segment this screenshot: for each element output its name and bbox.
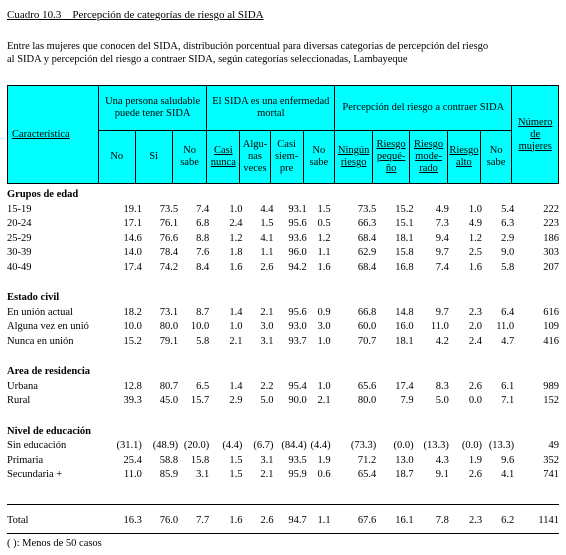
table-cell: 5.4: [501, 203, 515, 215]
table-row: [7, 454, 559, 469]
table-cell: 2.9: [501, 232, 515, 244]
table-cell: 65.6: [357, 380, 377, 392]
table-cell: 6.1: [501, 380, 515, 392]
table-cell: 68.4: [357, 232, 377, 244]
table-cell: 2.6: [468, 380, 483, 392]
table-cell: 0.9: [317, 306, 331, 318]
bottom-rule: [7, 533, 559, 534]
table-cell: 18.1: [395, 335, 414, 347]
table-cell: 1.5: [229, 469, 243, 480]
table-cell: (13.3): [488, 440, 515, 451]
table-cell: 2.4: [229, 218, 243, 229]
row-label: Urbana: [7, 380, 38, 392]
table-cell: 2.6: [260, 515, 274, 526]
table-cell: 11.0: [430, 321, 449, 332]
table-cell: 5.0: [435, 395, 449, 406]
table-cell: 18.2: [123, 306, 142, 318]
table-cell: 1.9: [317, 454, 331, 466]
table-cell: 16.8: [395, 261, 414, 273]
table-cell: 95.9: [288, 469, 307, 480]
table-cell: 5.0: [260, 395, 274, 406]
table-cell: 15.1: [395, 218, 414, 229]
table-cell: 1.4: [229, 380, 243, 392]
table-cell: 6.8: [196, 218, 210, 229]
row-label: Total: [7, 515, 29, 526]
table-header: [7, 85, 559, 184]
table-cell: 303: [543, 247, 559, 258]
table-cell: 60.0: [357, 321, 377, 332]
table-cell: 7.8: [435, 515, 449, 526]
table-cell: 3.0: [317, 321, 331, 332]
col-header: Casi nunca: [207, 131, 240, 184]
table-cell: (4.4): [222, 440, 243, 451]
table-cell: 1.0: [229, 321, 243, 332]
table-cell: 7.3: [435, 218, 449, 229]
table-cell: 39.3: [123, 395, 142, 406]
table-cell: 2.3: [468, 306, 483, 318]
row-label: 25-29: [7, 232, 32, 244]
table-cell: (31.1): [116, 440, 142, 451]
table-cell: (0.0): [461, 440, 483, 451]
table-cell: 7.9: [400, 395, 414, 406]
description-line: Entre las mujeres que conocen del SIDA, distribución porcentual para diversas categorías de percepción del riesgo: [7, 41, 489, 52]
table-cell: 1.0: [317, 335, 331, 347]
total-row: [7, 514, 559, 529]
group-header-mortal: El SIDA es una enfermedad mortal: [207, 86, 335, 131]
table-cell: 17.4: [123, 261, 142, 273]
table-cell: 1.9: [468, 454, 483, 466]
table-cell: 80.7: [159, 380, 179, 392]
table-cell: 1.6: [468, 261, 483, 273]
row-label: Primaria: [7, 454, 44, 466]
table-cell: 2.6: [468, 469, 483, 480]
table-cell: 62.9: [357, 247, 377, 258]
group-header-risk: Percepción del riesgo a contraer SIDA: [335, 86, 512, 131]
table-description: [7, 40, 557, 66]
table-cell: 65.4: [357, 469, 377, 480]
row-label: Alguna vez en unió: [7, 321, 89, 332]
table-row: [7, 439, 559, 454]
table-cell: 2.1: [317, 395, 331, 406]
table-cell: 11.0: [123, 469, 142, 480]
table-row: [7, 203, 559, 218]
table-cell: 74.2: [159, 261, 179, 273]
table-cell: 4.2: [435, 335, 449, 347]
table-cell: 2.0: [468, 321, 483, 332]
table-cell: 8.7: [196, 306, 210, 318]
table-cell: 416: [543, 335, 559, 347]
section-title: Grupos de edad: [7, 189, 79, 200]
table-cell: 16.1: [395, 515, 414, 526]
table-cell: 6.2: [501, 515, 515, 526]
table-cell: 14.6: [123, 232, 142, 244]
col-header: Riesgo pequé- ño: [373, 131, 410, 184]
table-cell: 73.5: [159, 203, 179, 215]
table-cell: 0.0: [468, 395, 483, 406]
table-cell: 2.3: [468, 515, 483, 526]
total-table: [7, 514, 559, 529]
table-cell: 1.0: [468, 203, 483, 215]
table-cell: 58.8: [159, 454, 179, 466]
table-cell: 1.1: [260, 247, 274, 258]
table-cell: (6.7): [253, 440, 274, 451]
group-header-healthy: Una persona saludable puede tener SIDA: [98, 86, 207, 131]
row-label: Rural: [7, 395, 31, 406]
table-cell: 49: [548, 440, 559, 451]
table-cell: 76.0: [159, 515, 179, 526]
section-header-row: [7, 291, 559, 306]
table-cell: 3.1: [260, 335, 274, 347]
row-label: 40-49: [7, 261, 32, 273]
table-cell: 1.4: [229, 306, 243, 318]
table-cell: 10.0: [123, 321, 142, 332]
col-header: Si: [135, 131, 172, 184]
table-cell: 2.1: [229, 335, 243, 347]
table-cell: 79.1: [159, 335, 179, 347]
table-cell: 1.2: [317, 232, 331, 244]
table-row: [7, 380, 559, 395]
table-cell: 6.4: [501, 306, 515, 318]
table-cell: 1.2: [468, 232, 483, 244]
table-cell: 2.5: [468, 247, 483, 258]
section-header-row: [7, 425, 559, 440]
table-cell: 109: [543, 321, 559, 332]
table-cell: 15.8: [395, 247, 414, 258]
table-cell: 93.0: [288, 321, 307, 332]
table-cell: 8.8: [196, 232, 210, 244]
spacer-row: [7, 275, 559, 291]
table-cell: 1.5: [260, 218, 274, 229]
table-cell: (48.9): [152, 440, 179, 451]
footnote: ( ): Menos de 50 casos: [7, 538, 102, 549]
table-cell: 7.6: [196, 247, 210, 258]
col-header: Riesgo mode- rado: [410, 131, 448, 184]
table-cell: 18.7: [395, 469, 414, 480]
table-cell: 96.0: [288, 247, 307, 258]
description-line: al SIDA y percepción del riesgo a contraer SIDA, según categorías seleccionadas, Lambayeque: [7, 54, 408, 65]
col-header: Riesgo alto: [448, 131, 481, 184]
table-cell: 12.8: [123, 380, 142, 392]
table-cell: 17.1: [123, 218, 142, 229]
table-cell: 14.0: [123, 247, 142, 258]
table-cell: 6.3: [501, 218, 515, 229]
table-cell: 7.1: [501, 395, 515, 406]
table-cell: 25.4: [123, 454, 142, 466]
table-cell: 1.6: [317, 261, 331, 273]
table-row: [7, 246, 559, 261]
table-cell: 2.1: [260, 306, 274, 318]
table-cell: 9.4: [435, 232, 449, 244]
col-header: No sabe: [480, 131, 512, 184]
table-row: [7, 261, 559, 276]
table-cell: 85.9: [159, 469, 179, 480]
table-cell: 1.6: [229, 515, 243, 526]
section-title: Estado civil: [7, 292, 60, 303]
table-cell: 1.5: [317, 203, 331, 215]
table-cell: 66.8: [357, 306, 377, 318]
table-cell: 95.4: [288, 380, 307, 392]
table-cell: 2.4: [468, 335, 483, 347]
table-cell: 15.2: [395, 203, 414, 215]
row-label: Secundaria +: [7, 469, 63, 480]
table-cell: 0.6: [317, 469, 331, 480]
table-cell: 989: [543, 380, 559, 392]
table-cell: 4.7: [501, 335, 515, 347]
row-label: Sin educación: [7, 440, 67, 451]
table-cell: 5.8: [501, 261, 515, 273]
table-cell: 18.1: [395, 232, 414, 244]
table-row: [7, 468, 559, 483]
table-cell: 1.1: [317, 515, 331, 526]
table-cell: 93.1: [288, 203, 307, 215]
table-title: Cuadro 10.3 Percepción de categorías de riesgo al SIDA: [7, 9, 264, 21]
table-row: [7, 394, 559, 409]
table-cell: 3.1: [196, 469, 210, 480]
table-cell: 9.7: [435, 247, 449, 258]
characteristic-header: Característica: [8, 86, 99, 184]
table-cell: 1.1: [317, 247, 331, 258]
table-cell: 68.4: [357, 261, 377, 273]
table-cell: 45.0: [159, 395, 179, 406]
table-cell: (84.4): [281, 440, 307, 451]
table-cell: 15.7: [190, 395, 210, 406]
table-cell: 10.0: [190, 321, 210, 332]
table-cell: 78.4: [159, 247, 179, 258]
number-of-women-header: Número de mujeres: [512, 86, 559, 184]
table-cell: 93.7: [288, 335, 307, 347]
table-cell: 16.3: [123, 515, 142, 526]
table-cell: 93.5: [288, 454, 307, 466]
spacer-row: [7, 349, 559, 365]
table-cell: 16.0: [395, 321, 414, 332]
table-cell: 2.1: [260, 469, 274, 480]
table-cell: 6.5: [196, 380, 210, 392]
table-cell: 8.4: [196, 261, 210, 273]
col-header: No: [98, 131, 135, 184]
section-header-row: [7, 188, 559, 203]
spacer-row: [7, 409, 559, 425]
col-header: Ningún riesgo: [335, 131, 373, 184]
table-cell: 94.7: [288, 515, 307, 526]
table-cell: 90.0: [288, 395, 307, 406]
row-label: 30-39: [7, 247, 32, 258]
table-cell: 2.9: [229, 395, 243, 406]
table-row: [7, 320, 559, 335]
table-cell: 4.1: [260, 232, 274, 244]
table-cell: 95.6: [288, 306, 307, 318]
table-row: [7, 335, 559, 350]
table-cell: 14.8: [395, 306, 414, 318]
table-cell: 7.7: [196, 515, 210, 526]
row-label: En unión actual: [7, 306, 73, 318]
col-header: Casi siem- pre: [270, 131, 303, 184]
table-cell: (73.3): [350, 440, 377, 451]
table-cell: 7.4: [435, 261, 449, 273]
table-cell: 4.3: [435, 454, 449, 466]
table-cell: 7.4: [196, 203, 210, 215]
table-cell: 11.0: [496, 321, 515, 332]
table-cell: 94.2: [288, 261, 307, 273]
table-cell: 616: [543, 306, 559, 318]
table-cell: 93.6: [288, 232, 307, 244]
table-cell: 66.3: [357, 218, 377, 229]
table-cell: 4.1: [501, 469, 515, 480]
table-cell: 17.4: [395, 380, 414, 392]
table-cell: 1.8: [229, 247, 243, 258]
table-cell: 8.3: [435, 380, 449, 392]
table-cell: 207: [543, 261, 559, 273]
data-table: [7, 188, 559, 483]
table-cell: 1.0: [317, 380, 331, 392]
table-cell: 152: [543, 395, 559, 406]
table-cell: 15.8: [190, 454, 210, 466]
table-cell: (4.4): [310, 440, 331, 451]
row-label: 20-24: [7, 218, 32, 229]
table-cell: 71.2: [357, 454, 377, 466]
table-cell: 1.5: [229, 454, 243, 466]
table-cell: 3.1: [260, 454, 274, 466]
table-cell: 4.9: [435, 203, 449, 215]
table-cell: 186: [543, 232, 559, 244]
row-label: 15-19: [7, 203, 32, 215]
table-cell: 9.1: [435, 469, 449, 480]
table-cell: 1.2: [229, 232, 243, 244]
col-header: No sabe: [172, 131, 207, 184]
table-cell: 95.6: [288, 218, 307, 229]
table-cell: 76.6: [159, 232, 179, 244]
table-cell: 5.8: [196, 335, 210, 347]
section-header-row: [7, 365, 559, 380]
table-cell: 15.2: [123, 335, 142, 347]
table-cell: 80.0: [159, 321, 179, 332]
table-cell: 19.1: [123, 203, 142, 215]
table-cell: 67.6: [357, 515, 377, 526]
table-cell: (20.0): [183, 440, 210, 451]
section-title: Area de residencia: [7, 366, 91, 377]
table-cell: 76.1: [159, 218, 179, 229]
table-cell: 73.1: [159, 306, 179, 318]
table-cell: 2.2: [260, 380, 274, 392]
table-cell: 1141: [538, 515, 559, 526]
table-cell: 80.0: [357, 395, 377, 406]
total-separator: [7, 504, 559, 505]
table-row: [7, 306, 559, 321]
col-header: No sabe: [303, 131, 335, 184]
table-cell: 9.7: [435, 306, 449, 318]
table-cell: 73.5: [357, 203, 377, 215]
table-cell: 70.7: [357, 335, 377, 347]
table-cell: 222: [543, 203, 559, 215]
table-row: [7, 232, 559, 247]
table-cell: 13.0: [395, 454, 414, 466]
table-cell: 4.4: [260, 203, 274, 215]
table-cell: 4.9: [468, 218, 483, 229]
row-label: Nunca en unión: [7, 335, 74, 347]
table-cell: 9.0: [501, 247, 515, 258]
table-cell: 352: [543, 454, 559, 466]
table-cell: (0.0): [393, 440, 414, 451]
table-cell: 2.6: [260, 261, 274, 273]
table-cell: 0.5: [317, 218, 331, 229]
table-cell: 741: [543, 469, 559, 480]
table-cell: 1.6: [229, 261, 243, 273]
table-cell: (13.3): [423, 440, 449, 451]
table-cell: 3.0: [260, 321, 274, 332]
col-header: Algu- nas veces: [240, 131, 271, 184]
table-row: [7, 217, 559, 232]
table-cell: 9.6: [501, 454, 515, 466]
section-title: Nivel de educación: [7, 425, 91, 437]
table-cell: 223: [543, 218, 559, 229]
table-cell: 1.0: [229, 203, 243, 215]
